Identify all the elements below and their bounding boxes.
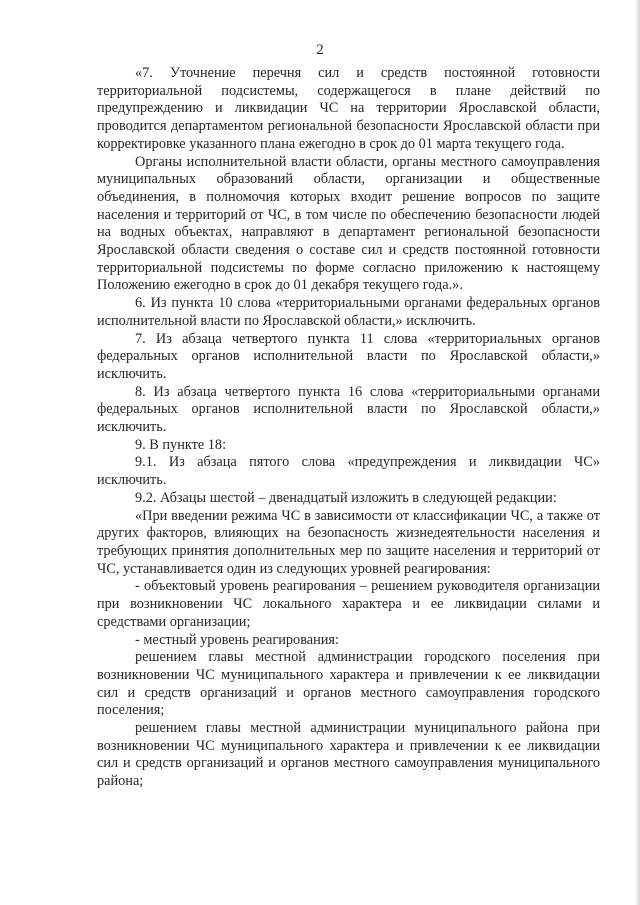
paragraph-item-7-amend: 7. Из абзаца четвертого пункта 11 слова «территориальных органов федеральных органов исполнительной власти по Ярославской области,» исключить. xyxy=(97,330,600,382)
paragraph-local-level: - местный уровень реагирования: xyxy=(135,631,339,648)
paragraph-item-9-2: 9.2. Абзацы шестой – двенадцатый изложить в следующей редакции: xyxy=(135,489,557,506)
document-body xyxy=(97,65,600,791)
paragraph-municipal-district: решением главы местной администрации муниципального района при возникновении ЧС муниципального характера и привлечении к ее ликвидации сил и средств организаций и органов местного самоуправления муниципального района; xyxy=(97,720,600,790)
paragraph-authorities: Органы исполнительной власти области, органы местного самоуправления муниципальных образований области, организации и общественные объединения, в полномочия которых входит решение вопросов по защите населения и территорий от ЧС, в том числе по обеспечению безопасности людей на водных объектах, направляют в департамент региональной безопасности Ярославской области сведения о составе сил и средств постоянной готовности территориальной подсистемы по форме согласно приложению к настоящему Положению ежегодно в срок до 01 декабря текущего года.». xyxy=(97,153,600,294)
paragraph-object-level: - объектовый уровень реагирования – решением руководителя организации при возникновении ЧС локального характера и ее ликвидации силами и средствами организации; xyxy=(97,578,600,630)
paragraph-item-9-1: 9.1. Из абзаца пятого слова «предупреждения и ликвидации ЧС» исключить. xyxy=(97,454,600,489)
paragraph-response-levels: «При введении режима ЧС в зависимости от классификации ЧС, а также от других факторов, влияющих на безопасность жизнедеятельности населения и требующих принятия дополнительных мер по защите населения и территорий от ЧС, устанавливается один из следующих уровней реагирования: xyxy=(97,507,600,577)
paragraph-item-6: 6. Из пункта 10 слова «территориальными органами федеральных органов исполнительной власти по Ярославской области,» исключить. xyxy=(97,295,600,329)
paragraph-item-8: 8. Из абзаца четвертого пункта 16 слова «территориальными органами федеральных органов исполнительной власти по Ярославской области,» исключить. xyxy=(97,383,600,436)
paragraph-urban-settlement: решением главы местной администрации городского поселения при возникновении ЧС муниципального характера и привлечении к ее ликвидации сил и средств организаций и органов местного самоуправления городского поселения; xyxy=(97,649,600,719)
page-number: 2 xyxy=(316,42,324,58)
page-edge-shadow xyxy=(636,0,640,905)
paragraph-item-9: 9. В пункте 18: xyxy=(135,436,227,453)
paragraph-item-7: «7. Уточнение перечня сил и средств постоянной готовности территориальной подсистемы, содержащегося в плане действий по предупреждению и ликвидации ЧС на территории Ярославской области, проводится департаментом региональной безопасности Ярославской области при корректировке указанного плана ежегодно в срок до 01 марта текущего года. xyxy=(97,65,600,152)
